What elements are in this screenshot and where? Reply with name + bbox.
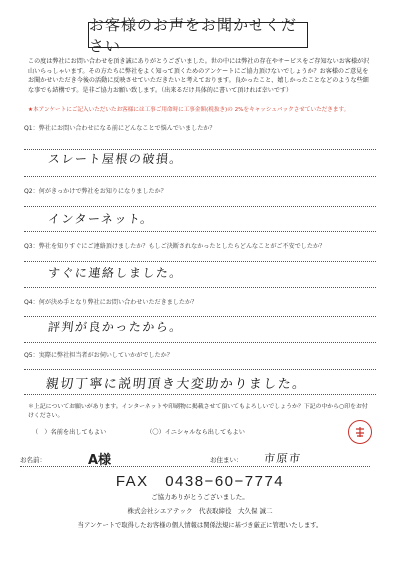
fax-number: FAX 0438−60−7774 [115,473,285,490]
answer-rule [24,342,376,343]
question-2-answer: インターネット。 [47,212,155,226]
consent-option-initial[interactable]: （〇）イニシャルなら出してもよい [146,429,245,436]
question-3-answer: すぐに連絡しました。 [47,266,184,280]
question-4-answer: 評判が良かったから。 [47,320,184,334]
residence-label: お住まい： [210,456,243,464]
residence-value: 市原市 [263,452,303,465]
consent-options [32,427,245,436]
answer-rule [24,206,376,207]
name-value: A様 [88,453,112,468]
answer-rule [24,231,376,232]
answer-rule [24,287,376,288]
answer-rule [24,261,376,262]
question-2-label: Q2：何がきっかけで弊社をお知りになりましたか？ [24,188,167,195]
consent-option-name[interactable]: （ ）名前を出してもよい [32,429,107,436]
answer-rule [24,176,376,177]
answer-rule [24,316,376,317]
question-4-label: Q4：何が決め手となり弊社にお問い合わせいただきましたか？ [24,299,198,306]
consent-text: ＊上記についてお願いがあります。インターネットや印刷物に掲載させて頂いてもよろしいでしょうか？下記の中から○印をお付けください。 [28,404,368,419]
seal-stamp-icon [348,420,372,444]
question-5-label: Q5：実際に弊社担当者がお伺いしていかがでしたか？ [24,352,173,359]
name-rule [20,466,370,467]
answer-rule [24,369,376,370]
page-title: お客様のお声をお聞かせください [88,22,308,48]
company-signature: 株式会社シエアテック 代表取締役 大久保 誠二 [127,507,273,515]
seal-mark-icon [353,425,367,439]
answer-rule [24,149,376,150]
intro-text: この度は弊社にお問い合わせを頂き誠にありがとうございました。世の中には弊社の存在やサービスをご存知ないお客様が沢山いらっしゃいます。その方たちに弊社をよく知って頂くためのアンケートにご協力頂けないでしょうか？お客様のご意見をお聞かせいただき今後の活動に反映させていただきたいと考えております。良かったこと、嬉しかったことなどのような些細な事でも結構です。是非ご協力お願い致します。（出来るだけ具体的に書いて頂ければ幸いです） [28,58,370,94]
question-1-answer: スレート屋根の破損。 [47,152,184,166]
name-label: お名前： [20,456,46,464]
question-1-label: Q1：弊社にお問い合わせになる前にどんなことで悩んでいましたか？ [24,125,216,132]
cashback-notice: ★本アンケートにご記入いただいたお客様には工事ご用命時に工事金額(税抜き)の 2%をキャッシュバックさせていただきます。 [28,107,350,113]
question-5-answer: 親切丁寧に説明頂き大変助かりました。 [45,377,308,392]
answer-rule [24,394,376,395]
privacy-note: 当アンケートで取得したお客様の個人情報は関係法規に基づき厳正に管理いたします。 [77,522,323,529]
question-3-label: Q3：弊社を知りすぐにご連絡頂けましたか？もしご決断されなかったとしたらどんなことがご不安でしたか？ [24,243,326,250]
thanks-text: ご協力ありがとうございました。 [151,493,249,501]
